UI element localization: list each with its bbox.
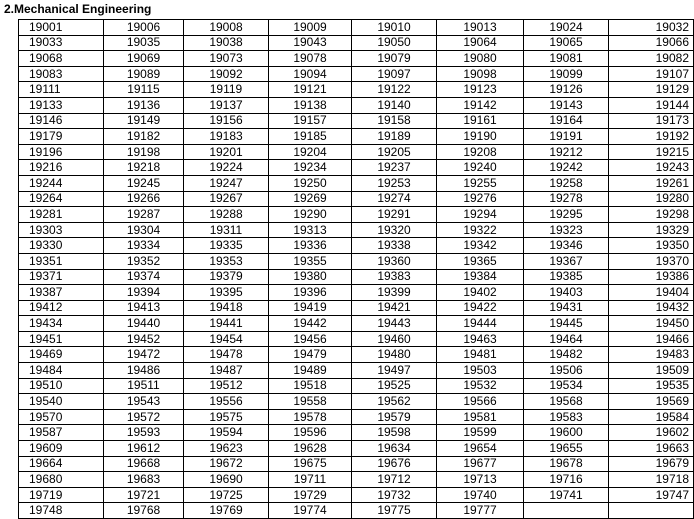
roll-number-cell: 19355 — [269, 253, 352, 269]
roll-number-cell: 19422 — [437, 300, 524, 316]
roll-number-cell: 19581 — [437, 409, 524, 425]
roll-number-cell: 19412 — [19, 300, 104, 316]
roll-number-cell: 19497 — [352, 363, 437, 379]
table-row — [19, 191, 694, 207]
roll-number-cell: 19304 — [104, 222, 184, 238]
roll-number-cell: 19192 — [609, 129, 694, 145]
roll-number-cell: 19466 — [609, 331, 694, 347]
roll-number-cell: 19237 — [352, 160, 437, 176]
roll-number-cell: 19038 — [184, 35, 269, 51]
roll-number-cell: 19208 — [437, 144, 524, 160]
roll-number-cell: 19224 — [184, 160, 269, 176]
roll-number-cell: 19006 — [104, 20, 184, 36]
roll-number-cell: 19672 — [184, 456, 269, 472]
roll-number-cell: 19479 — [269, 347, 352, 363]
roll-number-cell: 19185 — [269, 129, 352, 145]
roll-number-cell: 19365 — [437, 253, 524, 269]
roll-number-cell: 19097 — [352, 66, 437, 82]
roll-number-cell: 19747 — [609, 487, 694, 503]
roll-number-cell: 19480 — [352, 347, 437, 363]
roll-number-cell: 19001 — [19, 20, 104, 36]
roll-number-cell: 19440 — [104, 316, 184, 332]
roll-number-cell: 19535 — [609, 378, 694, 394]
roll-number-cell: 19009 — [269, 20, 352, 36]
table-row — [19, 472, 694, 488]
roll-number-cell: 19353 — [184, 253, 269, 269]
roll-number-cell: 19593 — [104, 425, 184, 441]
roll-number-cell: 19024 — [524, 20, 609, 36]
table-row — [19, 160, 694, 176]
roll-number-cell: 19775 — [352, 503, 437, 519]
roll-number-cell: 19158 — [352, 113, 437, 129]
roll-number-cell: 19654 — [437, 441, 524, 457]
roll-number-cell: 19578 — [269, 409, 352, 425]
table-row — [19, 331, 694, 347]
roll-number-cell: 19612 — [104, 441, 184, 457]
roll-number-cell: 19623 — [184, 441, 269, 457]
roll-number-cell: 19258 — [524, 175, 609, 191]
roll-number-cell: 19600 — [524, 425, 609, 441]
table-row — [19, 316, 694, 332]
roll-number-cell: 19628 — [269, 441, 352, 457]
roll-number-cell: 19478 — [184, 347, 269, 363]
roll-number-cell: 19599 — [437, 425, 524, 441]
roll-number-cell: 19352 — [104, 253, 184, 269]
roll-number-cell: 19379 — [184, 269, 269, 285]
roll-number-cell: 19584 — [609, 409, 694, 425]
roll-number-cell: 19064 — [437, 35, 524, 51]
roll-number-cell: 19138 — [269, 97, 352, 113]
roll-number-cell: 19065 — [524, 35, 609, 51]
roll-number-cell: 19196 — [19, 144, 104, 160]
roll-number-cell: 19081 — [524, 51, 609, 67]
roll-number-cell: 19267 — [184, 191, 269, 207]
roll-number-cell: 19675 — [269, 456, 352, 472]
roll-number-cell: 19525 — [352, 378, 437, 394]
table-row — [19, 285, 694, 301]
roll-number-cell: 19489 — [269, 363, 352, 379]
roll-number-cell: 19540 — [19, 394, 104, 410]
roll-number-cell: 19509 — [609, 363, 694, 379]
roll-number-cell: 19418 — [184, 300, 269, 316]
roll-number-cell: 19360 — [352, 253, 437, 269]
roll-number-cell: 19250 — [269, 175, 352, 191]
roll-number-cell: 19253 — [352, 175, 437, 191]
roll-number-cell: 19456 — [269, 331, 352, 347]
roll-number-cell: 19487 — [184, 363, 269, 379]
roll-number-cell: 19768 — [104, 503, 184, 519]
roll-number-cell: 19240 — [437, 160, 524, 176]
roll-number-cell: 19385 — [524, 269, 609, 285]
roll-number-cell: 19033 — [19, 35, 104, 51]
roll-number-cell: 19512 — [184, 378, 269, 394]
table-row — [19, 35, 694, 51]
roll-number-cell: 19482 — [524, 347, 609, 363]
table-row — [19, 51, 694, 67]
roll-number-cell: 19472 — [104, 347, 184, 363]
roll-number-cell: 19481 — [437, 347, 524, 363]
roll-number-cell: 19450 — [609, 316, 694, 332]
roll-number-cell: 19748 — [19, 503, 104, 519]
roll-number-cell: 19556 — [184, 394, 269, 410]
roll-number-cell: 19122 — [352, 82, 437, 98]
roll-number-cell: 19140 — [352, 97, 437, 113]
roll-number-cell: 19107 — [609, 66, 694, 82]
roll-number-cell: 19266 — [104, 191, 184, 207]
roll-number-cell: 19566 — [437, 394, 524, 410]
roll-number-cell: 19133 — [19, 97, 104, 113]
roll-number-cell: 19247 — [184, 175, 269, 191]
roll-number-cell: 19288 — [184, 207, 269, 223]
roll-number-cell: 19518 — [269, 378, 352, 394]
roll-number-cell: 19534 — [524, 378, 609, 394]
roll-number-cell: 19741 — [524, 487, 609, 503]
roll-number-cell: 19570 — [19, 409, 104, 425]
roll-number-cell: 19486 — [104, 363, 184, 379]
roll-number-cell: 19483 — [609, 347, 694, 363]
roll-number-cell — [609, 503, 694, 519]
roll-number-cell: 19386 — [609, 269, 694, 285]
roll-number-cell: 19291 — [352, 207, 437, 223]
roll-number-cell: 19371 — [19, 269, 104, 285]
roll-number-cell: 19350 — [609, 238, 694, 254]
roll-number-cell: 19050 — [352, 35, 437, 51]
roll-number-cell: 19431 — [524, 300, 609, 316]
roll-number-cell: 19137 — [184, 97, 269, 113]
roll-number-cell: 19121 — [269, 82, 352, 98]
roll-number-cell: 19111 — [19, 82, 104, 98]
roll-number-cell: 19335 — [184, 238, 269, 254]
roll-number-cell: 19234 — [269, 160, 352, 176]
roll-number-cell: 19469 — [19, 347, 104, 363]
roll-number-cell: 19334 — [104, 238, 184, 254]
roll-number-cell: 19374 — [104, 269, 184, 285]
roll-number-cell: 19511 — [104, 378, 184, 394]
roll-number-cell — [524, 503, 609, 519]
roll-number-cell: 19562 — [352, 394, 437, 410]
roll-number-cell: 19245 — [104, 175, 184, 191]
roll-number-cell: 19668 — [104, 456, 184, 472]
roll-number-cell: 19303 — [19, 222, 104, 238]
roll-number-cell: 19342 — [437, 238, 524, 254]
roll-number-cell: 19066 — [609, 35, 694, 51]
roll-number-cell: 19484 — [19, 363, 104, 379]
roll-number-cell: 19399 — [352, 285, 437, 301]
roll-number-cell: 19719 — [19, 487, 104, 503]
table-row — [19, 82, 694, 98]
roll-number-cell: 19451 — [19, 331, 104, 347]
roll-number-cell: 19089 — [104, 66, 184, 82]
roll-number-cell: 19558 — [269, 394, 352, 410]
roll-number-cell: 19711 — [269, 472, 352, 488]
table-row — [19, 238, 694, 254]
roll-number-cell: 19419 — [269, 300, 352, 316]
table-row — [19, 222, 694, 238]
roll-number-cell: 19216 — [19, 160, 104, 176]
table-row — [19, 144, 694, 160]
roll-number-cell: 19609 — [19, 441, 104, 457]
roll-number-cell: 19215 — [609, 144, 694, 160]
roll-number-cell: 19329 — [609, 222, 694, 238]
roll-number-cell: 19079 — [352, 51, 437, 67]
roll-number-cell: 19281 — [19, 207, 104, 223]
roll-number-cell: 19587 — [19, 425, 104, 441]
roll-number-cell: 19421 — [352, 300, 437, 316]
roll-number-cell: 19092 — [184, 66, 269, 82]
roll-number-cell: 19205 — [352, 144, 437, 160]
roll-number-cell: 19370 — [609, 253, 694, 269]
table-row — [19, 394, 694, 410]
roll-number-cell: 19142 — [437, 97, 524, 113]
roll-number-cell: 19463 — [437, 331, 524, 347]
roll-number-cell: 19716 — [524, 472, 609, 488]
roll-number-cell: 19713 — [437, 472, 524, 488]
roll-number-cell: 19295 — [524, 207, 609, 223]
roll-number-cell: 19274 — [352, 191, 437, 207]
roll-number-cell: 19725 — [184, 487, 269, 503]
roll-number-cell: 19143 — [524, 97, 609, 113]
roll-number-cell: 19212 — [524, 144, 609, 160]
roll-number-cell: 19387 — [19, 285, 104, 301]
roll-number-cell: 19043 — [269, 35, 352, 51]
roll-number-table-body — [19, 20, 694, 519]
roll-number-cell: 19313 — [269, 222, 352, 238]
roll-number-cell: 19243 — [609, 160, 694, 176]
roll-number-cell: 19287 — [104, 207, 184, 223]
roll-number-cell: 19434 — [19, 316, 104, 332]
roll-number-cell: 19594 — [184, 425, 269, 441]
roll-number-cell: 19569 — [609, 394, 694, 410]
roll-number-cell: 19173 — [609, 113, 694, 129]
table-row — [19, 269, 694, 285]
roll-number-cell: 19189 — [352, 129, 437, 145]
roll-number-cell: 19683 — [104, 472, 184, 488]
roll-number-cell: 19503 — [437, 363, 524, 379]
roll-number-cell: 19201 — [184, 144, 269, 160]
table-row — [19, 300, 694, 316]
roll-number-cell: 19396 — [269, 285, 352, 301]
roll-number-cell: 19035 — [104, 35, 184, 51]
roll-number-cell: 19383 — [352, 269, 437, 285]
roll-number-cell: 19269 — [269, 191, 352, 207]
roll-number-cell: 19098 — [437, 66, 524, 82]
roll-number-cell: 19402 — [437, 285, 524, 301]
roll-number-cell: 19454 — [184, 331, 269, 347]
roll-number-cell: 19115 — [104, 82, 184, 98]
section-title: 2.Mechanical Engineering — [4, 2, 152, 16]
roll-number-cell: 19634 — [352, 441, 437, 457]
roll-number-cell: 19032 — [609, 20, 694, 36]
table-row — [19, 113, 694, 129]
roll-number-cell: 19191 — [524, 129, 609, 145]
roll-number-cell: 19338 — [352, 238, 437, 254]
roll-number-cell: 19774 — [269, 503, 352, 519]
table-row — [19, 347, 694, 363]
roll-number-cell: 19690 — [184, 472, 269, 488]
roll-number-cell: 19078 — [269, 51, 352, 67]
roll-number-cell: 19261 — [609, 175, 694, 191]
roll-number-cell: 19460 — [352, 331, 437, 347]
roll-number-cell: 19380 — [269, 269, 352, 285]
roll-number-cell: 19323 — [524, 222, 609, 238]
roll-number-cell: 19712 — [352, 472, 437, 488]
roll-number-cell: 19403 — [524, 285, 609, 301]
roll-number-cell: 19278 — [524, 191, 609, 207]
roll-number-table — [18, 19, 694, 519]
roll-number-cell: 19320 — [352, 222, 437, 238]
roll-number-cell: 19394 — [104, 285, 184, 301]
roll-number-cell: 19732 — [352, 487, 437, 503]
roll-number-cell: 19129 — [609, 82, 694, 98]
roll-number-cell: 19255 — [437, 175, 524, 191]
roll-number-cell: 19146 — [19, 113, 104, 129]
roll-number-cell: 19718 — [609, 472, 694, 488]
roll-number-cell: 19083 — [19, 66, 104, 82]
roll-number-cell: 19441 — [184, 316, 269, 332]
roll-number-cell: 19330 — [19, 238, 104, 254]
table-row — [19, 425, 694, 441]
table-row — [19, 503, 694, 519]
roll-number-cell: 19094 — [269, 66, 352, 82]
roll-number-cell: 19149 — [104, 113, 184, 129]
roll-number-cell: 19164 — [524, 113, 609, 129]
roll-number-cell: 19336 — [269, 238, 352, 254]
table-row — [19, 97, 694, 113]
roll-number-cell: 19198 — [104, 144, 184, 160]
roll-number-cell: 19583 — [524, 409, 609, 425]
table-row — [19, 456, 694, 472]
roll-number-cell: 19242 — [524, 160, 609, 176]
roll-number-cell: 19351 — [19, 253, 104, 269]
roll-number-cell: 19769 — [184, 503, 269, 519]
roll-number-cell: 19119 — [184, 82, 269, 98]
roll-number-cell: 19218 — [104, 160, 184, 176]
roll-number-cell: 19346 — [524, 238, 609, 254]
roll-number-cell: 19510 — [19, 378, 104, 394]
roll-number-cell: 19099 — [524, 66, 609, 82]
roll-number-cell: 19156 — [184, 113, 269, 129]
roll-number-cell: 19068 — [19, 51, 104, 67]
roll-number-cell: 19721 — [104, 487, 184, 503]
roll-number-cell: 19008 — [184, 20, 269, 36]
table-row — [19, 175, 694, 191]
roll-number-cell: 19080 — [437, 51, 524, 67]
table-row — [19, 207, 694, 223]
roll-number-cell: 19602 — [609, 425, 694, 441]
roll-number-cell: 19543 — [104, 394, 184, 410]
roll-number-cell: 19010 — [352, 20, 437, 36]
roll-number-cell: 19506 — [524, 363, 609, 379]
roll-number-cell: 19123 — [437, 82, 524, 98]
roll-number-cell: 19444 — [437, 316, 524, 332]
roll-number-cell: 19663 — [609, 441, 694, 457]
roll-number-cell: 19680 — [19, 472, 104, 488]
roll-number-cell: 19596 — [269, 425, 352, 441]
roll-number-cell: 19069 — [104, 51, 184, 67]
table-row — [19, 20, 694, 36]
roll-number-cell: 19679 — [609, 456, 694, 472]
roll-number-cell: 19432 — [609, 300, 694, 316]
roll-number-cell: 19677 — [437, 456, 524, 472]
table-row — [19, 441, 694, 457]
roll-number-cell: 19290 — [269, 207, 352, 223]
table-row — [19, 129, 694, 145]
roll-number-cell: 19464 — [524, 331, 609, 347]
table-row — [19, 378, 694, 394]
roll-number-cell: 19598 — [352, 425, 437, 441]
table-row — [19, 363, 694, 379]
roll-number-cell: 19572 — [104, 409, 184, 425]
roll-number-cell: 19204 — [269, 144, 352, 160]
roll-number-cell: 19579 — [352, 409, 437, 425]
table-row — [19, 487, 694, 503]
roll-number-cell: 19126 — [524, 82, 609, 98]
roll-number-cell: 19144 — [609, 97, 694, 113]
roll-number-cell: 19729 — [269, 487, 352, 503]
roll-number-cell: 19298 — [609, 207, 694, 223]
roll-number-cell: 19073 — [184, 51, 269, 67]
roll-number-cell: 19294 — [437, 207, 524, 223]
roll-number-cell: 19777 — [437, 503, 524, 519]
roll-number-cell: 19655 — [524, 441, 609, 457]
roll-number-cell: 19664 — [19, 456, 104, 472]
roll-number-cell: 19395 — [184, 285, 269, 301]
roll-number-cell: 19676 — [352, 456, 437, 472]
roll-number-cell: 19280 — [609, 191, 694, 207]
roll-number-cell: 19264 — [19, 191, 104, 207]
table-row — [19, 409, 694, 425]
roll-number-cell: 19532 — [437, 378, 524, 394]
roll-number-cell: 19404 — [609, 285, 694, 301]
roll-number-cell: 19179 — [19, 129, 104, 145]
table-row — [19, 66, 694, 82]
roll-number-cell: 19445 — [524, 316, 609, 332]
roll-number-cell: 19740 — [437, 487, 524, 503]
roll-number-cell: 19442 — [269, 316, 352, 332]
roll-number-cell: 19678 — [524, 456, 609, 472]
roll-number-cell: 19413 — [104, 300, 184, 316]
roll-number-cell: 19452 — [104, 331, 184, 347]
roll-number-cell: 19157 — [269, 113, 352, 129]
roll-number-cell: 19311 — [184, 222, 269, 238]
table-row — [19, 253, 694, 269]
roll-number-cell: 19013 — [437, 20, 524, 36]
roll-number-cell: 19276 — [437, 191, 524, 207]
roll-number-cell: 19568 — [524, 394, 609, 410]
roll-number-cell: 19161 — [437, 113, 524, 129]
roll-number-cell: 19182 — [104, 129, 184, 145]
roll-number-cell: 19190 — [437, 129, 524, 145]
roll-number-cell: 19367 — [524, 253, 609, 269]
roll-number-cell: 19322 — [437, 222, 524, 238]
roll-number-cell: 19384 — [437, 269, 524, 285]
roll-number-cell: 19136 — [104, 97, 184, 113]
roll-number-cell: 19082 — [609, 51, 694, 67]
roll-number-cell: 19244 — [19, 175, 104, 191]
roll-number-cell: 19443 — [352, 316, 437, 332]
roll-number-cell: 19575 — [184, 409, 269, 425]
roll-number-cell: 19183 — [184, 129, 269, 145]
